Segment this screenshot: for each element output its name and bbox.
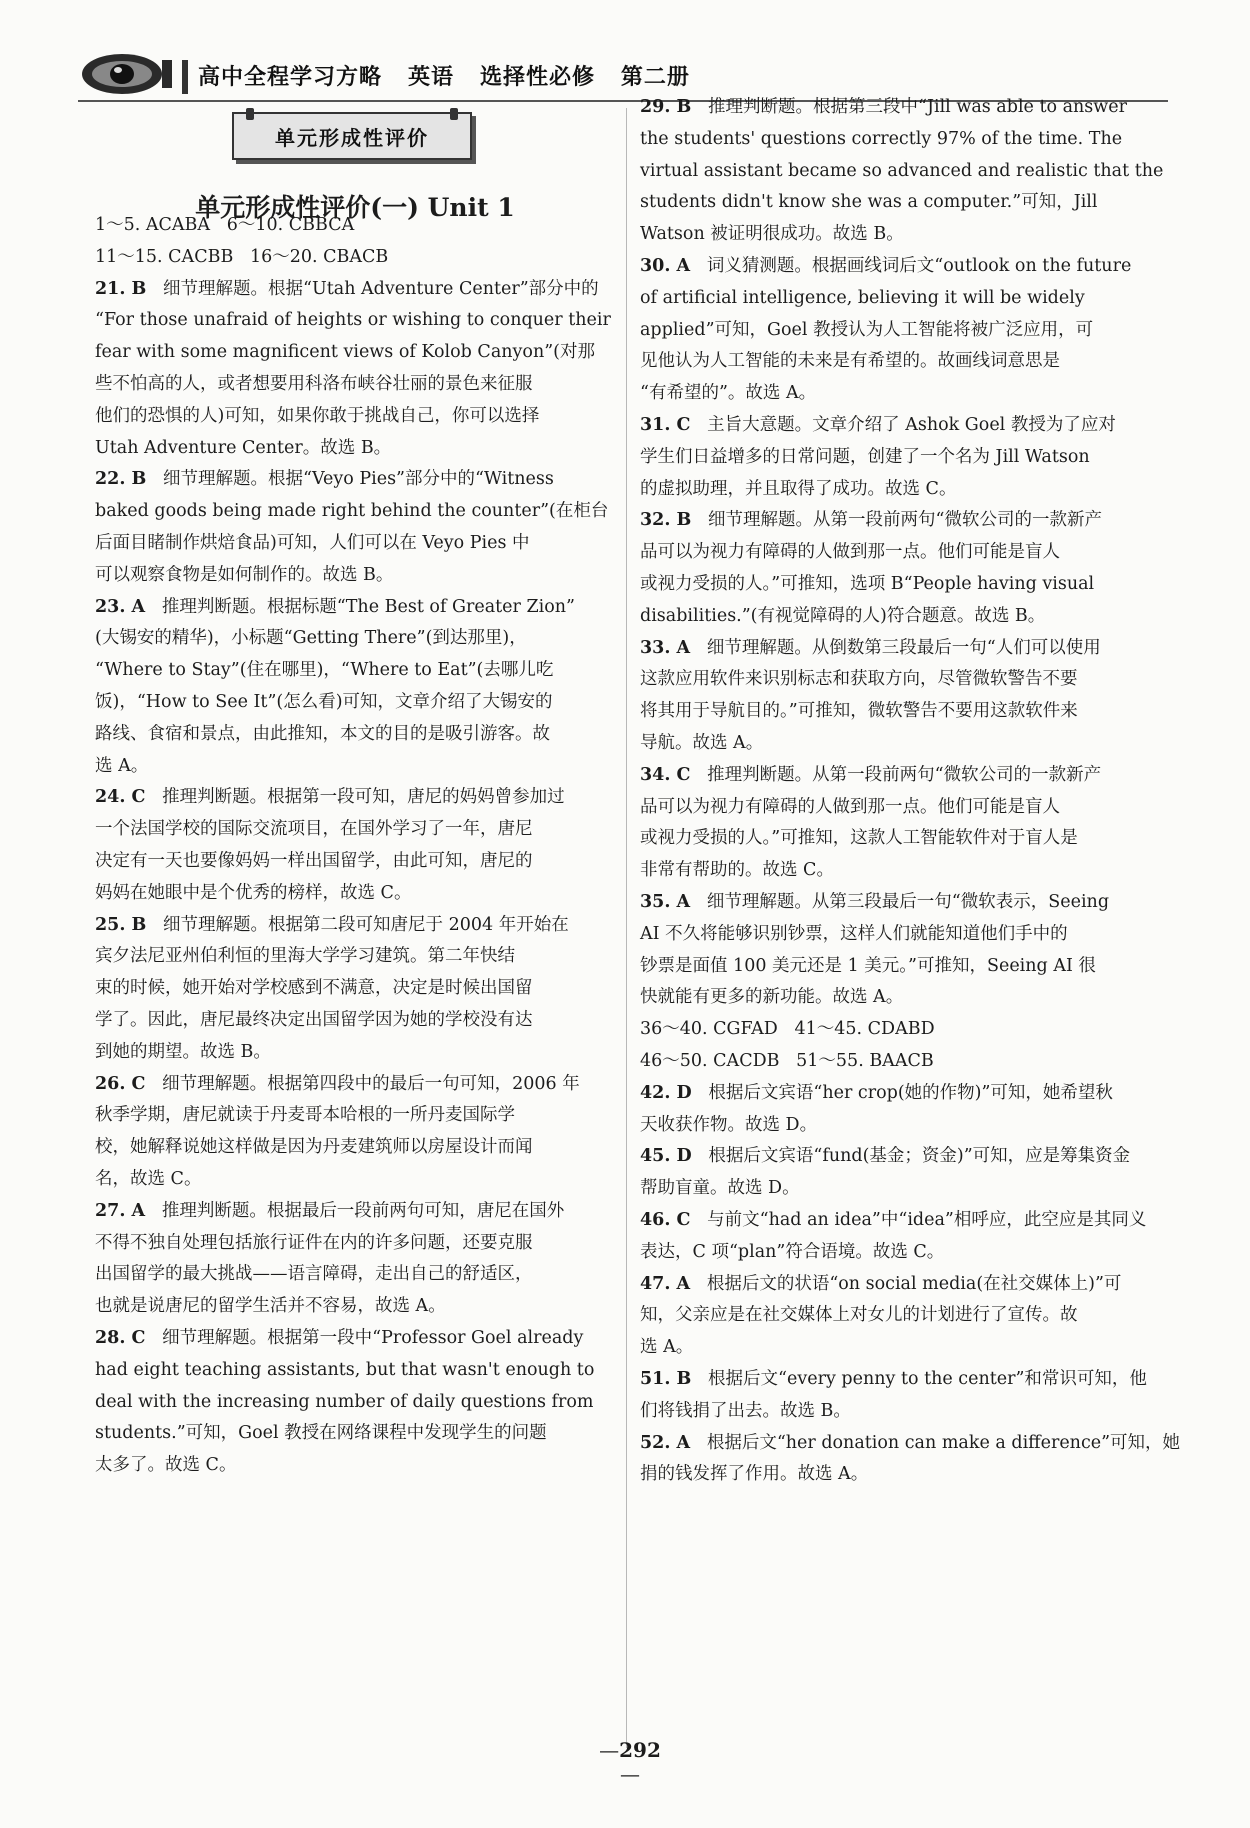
answer-line: 27. A 推理判断题。根据最后一段前两句可知，唐尼在国外: [95, 1200, 565, 1221]
answer-line: 些不怕高的人，或者想要用科洛布峡谷壮丽的景色来征服: [95, 374, 533, 394]
answer-line: 23. A 推理判断题。根据标题“The Best of Greater Zion”: [95, 596, 575, 617]
answer-line: 后面目睹制作烘焙食品)可知，人们可以在 Veyo Pies 中: [95, 533, 530, 553]
answer-line: the students' questions correctly 97% of the time. The: [640, 128, 1123, 149]
page-number: —292—: [599, 1738, 661, 1786]
answer-line: 26. C 细节理解题。根据第四段中的最后一句可知，2006 年: [95, 1073, 580, 1094]
answer-line: 25. B 细节理解题。根据第二段可知唐尼于 2004 年开始在: [95, 914, 569, 935]
pin-icon: [246, 108, 254, 120]
answer-line: 妈妈在她眼中是个优秀的榜样，故选 C。: [95, 882, 412, 903]
answer-line: 29. B 推理判断题。根据第三段中“Jill was able to answer: [640, 97, 1127, 117]
answer-line: 可以观察食物是如何制作的。故选 B。: [95, 564, 394, 585]
answer-line: 学了。因此，唐尼最终决定出国留学因为她的学校没有达: [95, 1010, 533, 1030]
answer-line: 选 A。: [640, 1337, 694, 1358]
answer-line: Utah Adventure Center。故选 B。: [95, 437, 392, 458]
answer-line: 饭)，“How to See It”(怎么看)可知，文章介绍了大锡安的: [95, 692, 553, 712]
answer-line: 路线、食宿和景点，由此推知，本文的目的是吸引游客。故: [95, 723, 550, 744]
answer-line: 也就是说唐尼的留学生活并不容易，故选 A。: [95, 1296, 446, 1317]
answer-line: 或视力受损的人。”可推知，选项 B“People having visual: [640, 574, 1095, 594]
answer-line: Watson 被证明很成功。故选 B。: [640, 224, 904, 245]
answer-line: 将其用于导航目的。”可推知，微软警告不要用这款软件来: [640, 701, 1078, 722]
answer-line: 28. C 细节理解题。根据第一段中“Professor Goel already: [95, 1328, 584, 1348]
answer-line: of artificial intelligence, believing it will be widely: [640, 287, 1085, 308]
answer-line: 30. A 词义猜测题。根据画线词后文“outlook on the future: [640, 256, 1132, 276]
answer-line: baked goods being made right behind the counter”(在柜台: [95, 501, 609, 522]
answer-line: 24. C 推理判断题。根据第一段可知，唐尼的妈妈曾参加过: [95, 787, 565, 808]
answer-line: 捐的钱发挥了作用。故选 A。: [640, 1464, 869, 1485]
answer-line: 他们的恐惧的人)可知，如果你敢于挑战自己，你可以选择: [95, 405, 540, 426]
column-divider: [626, 108, 627, 1748]
answer-line: 天收获作物。故选 D。: [640, 1114, 818, 1135]
page-header: [0, 0, 1250, 100]
answer-line: disabilities.”(有视觉障碍的人)符合题意。故选 B。: [640, 605, 1046, 626]
answer-line: 36～40. CGFAD 41～45. CDABD: [640, 1019, 935, 1040]
answer-line: 名，故选 C。: [95, 1169, 202, 1189]
answer-line: 21. B 细节理解题。根据“Utah Adventure Center”部分中的: [95, 278, 599, 299]
answer-line: “For those unafraid of heights or wishing to conquer their: [95, 310, 611, 331]
answer-line: 1～5. ACABA 6～10. CBBCA: [95, 215, 355, 235]
answer-line: 或视力受损的人。”可推知，这款人工智能软件对于盲人是: [640, 828, 1078, 849]
answer-line: 快就能有更多的新功能。故选 A。: [640, 987, 904, 1008]
pin-icon: [450, 108, 458, 120]
answer-line: 表达，C 项“plan”符合语境。故选 C。: [640, 1241, 945, 1262]
answer-line: 束的时候，她开始对学校感到不满意，决定是时候出国留: [95, 978, 533, 999]
publisher-logo-icon: [78, 48, 178, 96]
answer-line: 太多了。故选 C。: [95, 1455, 237, 1476]
page-number-value: 292: [619, 1738, 661, 1762]
answer-line: “Where to Stay”(住在哪里)，“Where to Eat”(去哪儿吃: [95, 660, 554, 681]
answer-line: “有希望的”。故选 A。: [640, 383, 817, 404]
answer-line: 决定有一天也要像妈妈一样出国留学，由此可知，唐尼的: [95, 851, 533, 871]
answer-line: 22. B 细节理解题。根据“Veyo Pies”部分中的“Witness: [95, 469, 554, 490]
answer-line: 11～15. CACBB 16～20. CBACB: [95, 246, 389, 267]
answer-line: students.”可知，Goel 教授在网络课程中发现学生的问题: [95, 1423, 547, 1444]
answer-line: 45. D 根据后文宾语“fund(基金；资金)”可知，应是筹集资金: [640, 1146, 1131, 1167]
answer-line: 见他认为人工智能的未来是有希望的。故画线词意思是: [640, 351, 1060, 372]
header-accent-bar: [182, 60, 188, 94]
answer-line: (大锡安的精华)，小标题“Getting There”(到达那里)，: [95, 628, 527, 649]
answer-line: 33. A 细节理解题。从倒数第三段最后一句“人们可以使用: [640, 637, 1101, 658]
answer-line: 出国留学的最大挑战——语言障碍，走出自己的舒适区，: [95, 1264, 533, 1285]
answer-line: 知，父亲应是在社交媒体上对女儿的计划进行了宣传。故: [640, 1305, 1078, 1326]
answer-line: 46～50. CACDB 51～55. BAACB: [640, 1051, 934, 1071]
answer-line: 34. C 推理判断题。从第一段前两句“微软公司的一款新产: [640, 764, 1102, 785]
answer-line: 31. C 主旨大意题。文章介绍了 Ashok Goel 教授为了应对: [640, 415, 1116, 435]
answer-line: 42. D 根据后文宾语“her crop(她的作物)”可知，她希望秋: [640, 1082, 1113, 1103]
answer-line: 32. B 细节理解题。从第一段前两句“微软公司的一款新产: [640, 510, 1102, 531]
answer-line: 47. A 根据后文的状语“on social media(在社交媒体上)”可: [640, 1273, 1122, 1294]
answer-line: 宾夕法尼亚州伯利恒的里海大学学习建筑。第二年快结: [95, 946, 515, 967]
answer-line: 非常有帮助的。故选 C。: [640, 860, 834, 881]
unit-title: 单元形成性评价(一) Unit 1: [195, 193, 515, 222]
book-title: 高中全程学习方略 英语 选择性必修 第二册: [198, 65, 690, 90]
answer-line: 46. C 与前文“had an idea”中“idea”相呼应，此空应是其同义: [640, 1210, 1147, 1230]
answer-line: students didn't know she was a computer.”可知，Jill: [640, 192, 1098, 213]
answer-line: 51. B 根据后文“every penny to the center”和常识可知，他: [640, 1369, 1147, 1389]
answer-line: 35. A 细节理解题。从第三段最后一句“微软表示，Seeing: [640, 892, 1110, 912]
answer-line: 品可以为视力有障碍的人做到那一点。他们可能是盲人: [640, 542, 1060, 563]
section-label: [232, 112, 472, 160]
answer-line: 学生们日益增多的日常问题，创建了一个名为 Jill Watson: [640, 446, 1090, 467]
answer-line: 的虚拟助理，并且取得了成功。故选 C。: [640, 478, 957, 499]
answer-line: 们将钱捐了出去。故选 B。: [640, 1400, 851, 1421]
answer-line: 这款应用软件来识别标志和获取方向，尽管微软警告不要: [640, 669, 1078, 690]
section-label-text: 单元形成性评价: [275, 125, 429, 150]
answer-line: 导航。故选 A。: [640, 733, 764, 753]
answer-line: applied”可知，Goel 教授认为人工智能将被广泛应用，可: [640, 319, 1094, 340]
answer-line: 校，她解释说她这样做是因为丹麦建筑师以房屋设计而闻: [95, 1137, 533, 1158]
answer-line: virtual assistant became so advanced and realistic that the: [640, 160, 1164, 181]
answer-line: deal with the increasing number of daily questions from: [95, 1391, 594, 1412]
answer-line: 选 A。: [95, 755, 149, 776]
answer-line: fear with some magnificent views of Kolob Canyon”(对那: [95, 342, 595, 363]
answer-line: AI 不久将能够识别钞票，这样人们就能知道他们手中的: [640, 923, 1068, 944]
answer-line: 52. A 根据后文“her donation can make a difference”可知，她: [640, 1432, 1181, 1453]
answer-line: 秋季学期，唐尼就读于丹麦哥本哈根的一所丹麦国际学: [95, 1105, 515, 1126]
answer-line: had eight teaching assistants, but that wasn't enough to: [95, 1359, 595, 1380]
answer-line: 一个法国学校的国际交流项目，在国外学习了一年，唐尼: [95, 819, 533, 840]
answer-line: 到她的期望。故选 B。: [95, 1041, 271, 1062]
answer-line: 钞票是面值 100 美元还是 1 美元。”可推知，Seeing AI 很: [640, 955, 1096, 976]
answer-line: 不得不独自处理包括旅行证件在内的许多问题，还要克服: [95, 1232, 533, 1253]
answer-line: 帮助盲童。故选 D。: [640, 1178, 800, 1199]
answer-line: 品可以为视力有障碍的人做到那一点。他们可能是盲人: [640, 796, 1060, 817]
